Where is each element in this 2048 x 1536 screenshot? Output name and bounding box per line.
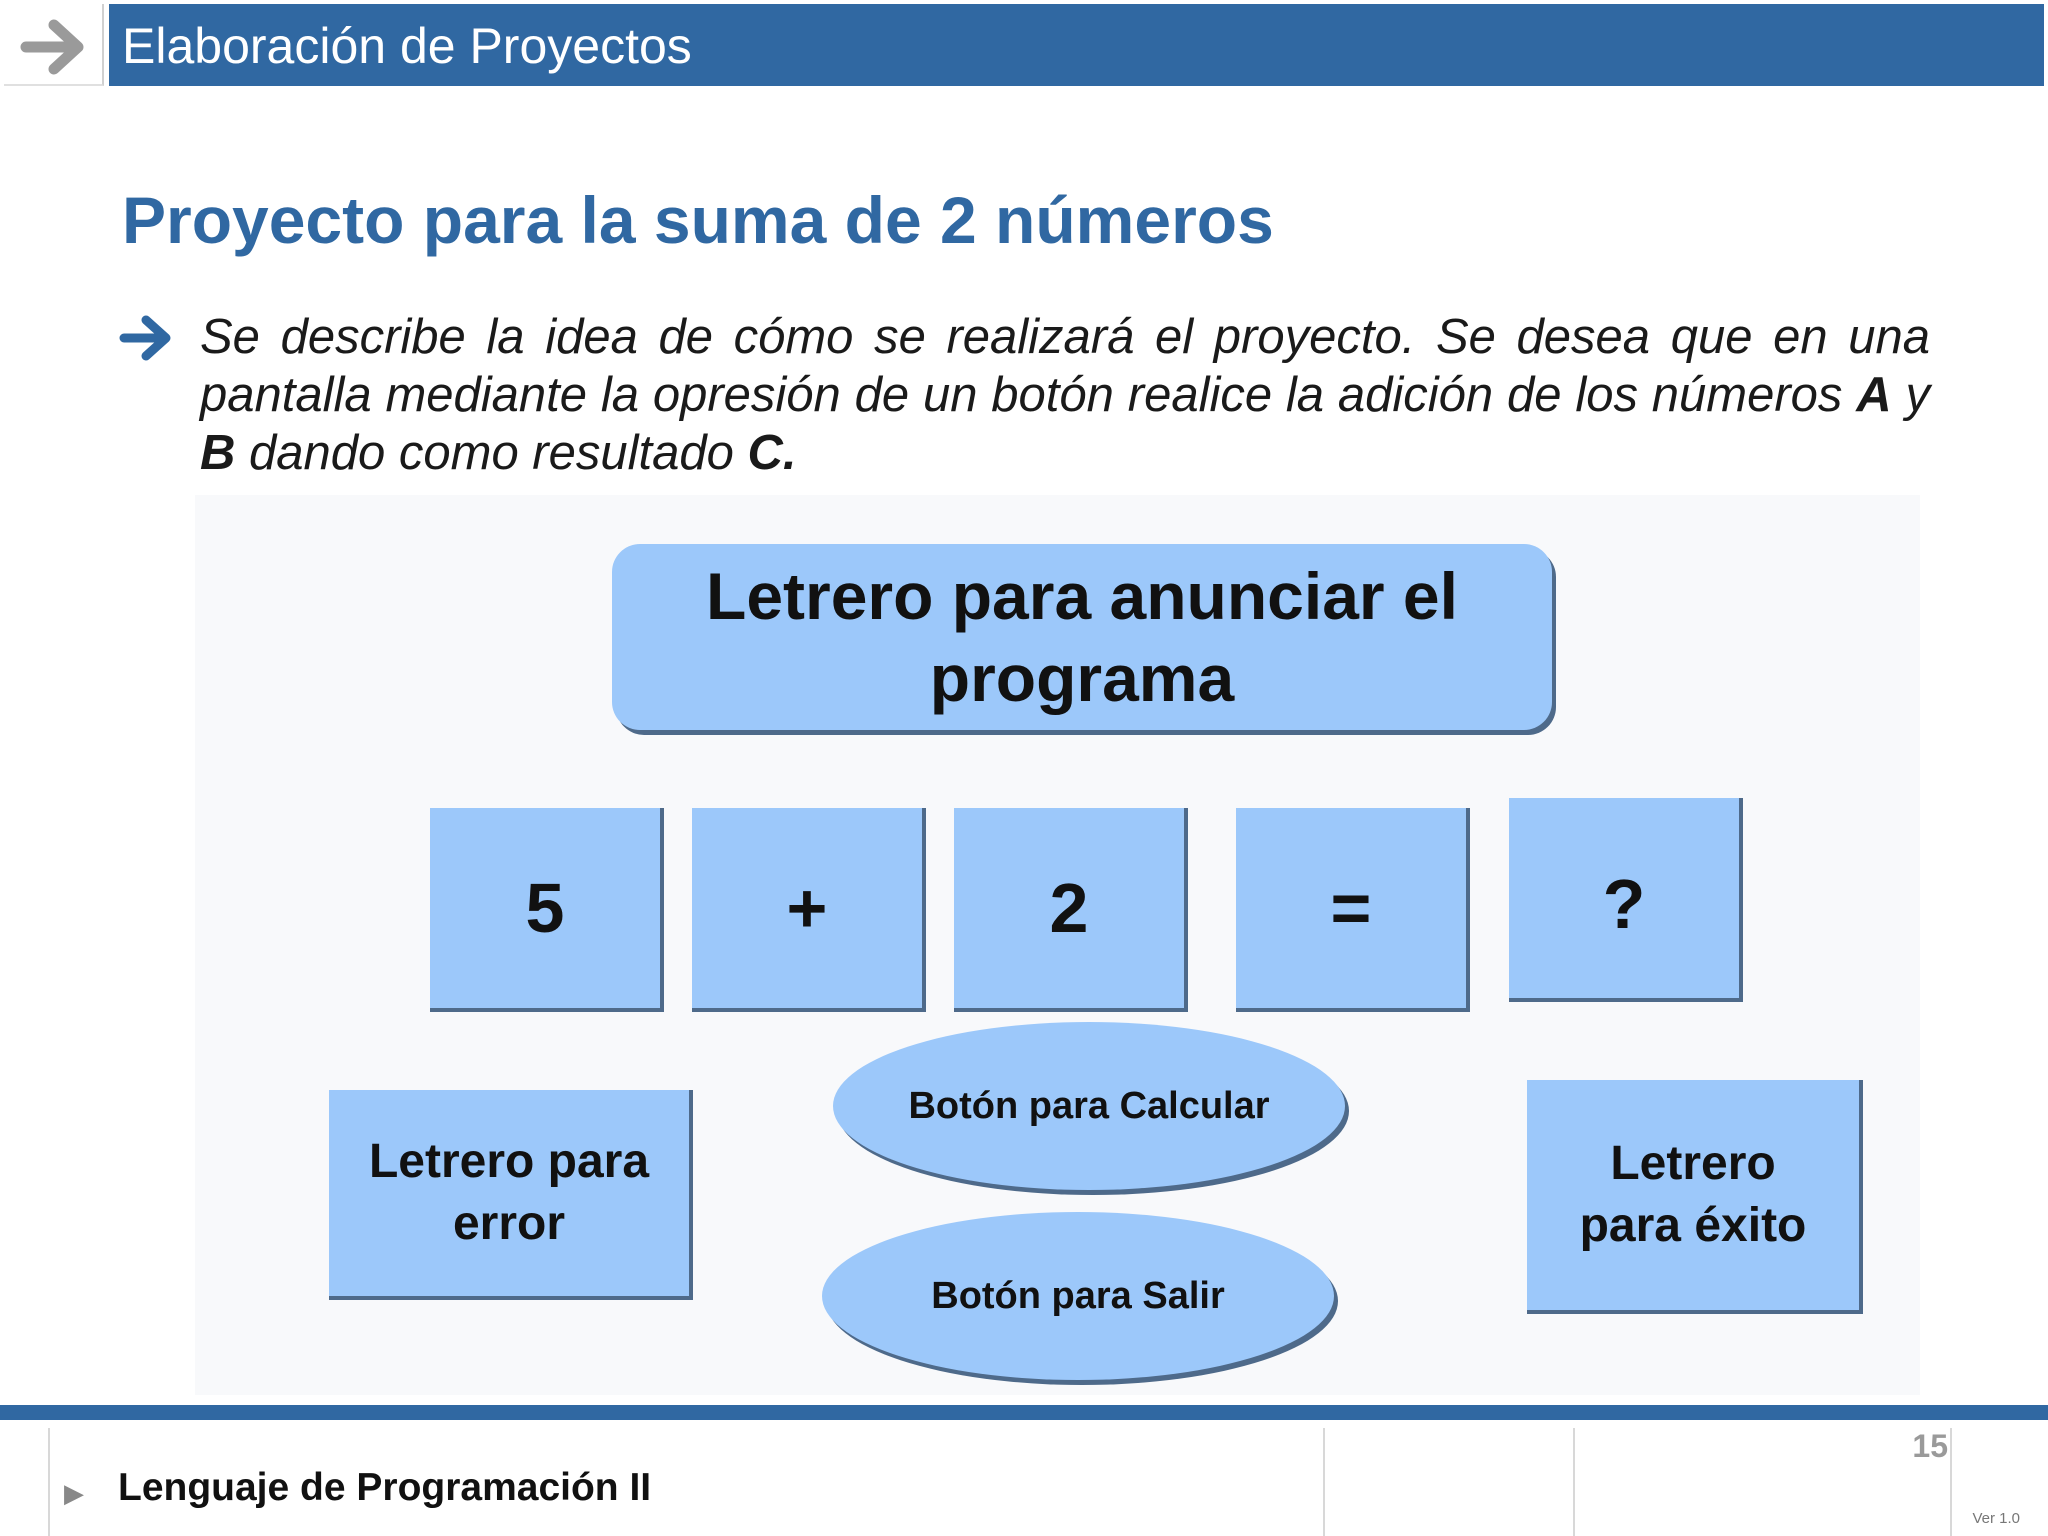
arrow-right-icon	[118, 312, 176, 364]
description-connector: y	[1891, 368, 1930, 422]
variable-b: B	[200, 426, 236, 480]
description-part-2: dando como resultado	[235, 426, 748, 480]
header-icon-box	[4, 4, 104, 86]
footer-divider	[1573, 1428, 1575, 1536]
footer-divider	[1323, 1428, 1325, 1536]
footer-bar	[0, 1405, 2048, 1420]
header-title: Elaboración de Proyectos	[122, 18, 692, 74]
program-banner: Letrero para anunciar el programa	[612, 544, 1552, 730]
version-label: Ver 1.0	[1972, 1510, 2020, 1527]
calculate-button: Botón para Calcular	[833, 1022, 1345, 1190]
footer-course-title: Lenguaje de Programación II	[118, 1466, 652, 1509]
variable-c: C.	[747, 426, 797, 480]
variable-a: A	[1856, 368, 1892, 422]
exit-button: Botón para Salir	[822, 1212, 1334, 1380]
footer-divider	[48, 1428, 50, 1536]
description-text	[200, 308, 1930, 482]
page-number: 15	[1912, 1428, 1948, 1464]
equals-operator-box: =	[1236, 808, 1470, 1012]
footer-divider	[1950, 1428, 1952, 1536]
error-label-box: Letrero para error	[329, 1090, 693, 1300]
play-triangle-icon: ▶	[64, 1478, 84, 1508]
operand-a-box: 5	[430, 808, 664, 1012]
result-box: ?	[1509, 798, 1743, 1002]
plus-operator-box: +	[692, 808, 926, 1012]
slide-title: Proyecto para la suma de 2 números	[122, 183, 1274, 257]
operand-b-box: 2	[954, 808, 1188, 1012]
description-part-1: Se describe la idea de cómo se realizará el proyecto. Se desea que en una pantalla mediante la opresión de un botón realice la adición de los números	[200, 310, 1930, 422]
arrow-right-icon	[4, 4, 102, 84]
success-label-box: Letrero para éxito	[1527, 1080, 1863, 1314]
